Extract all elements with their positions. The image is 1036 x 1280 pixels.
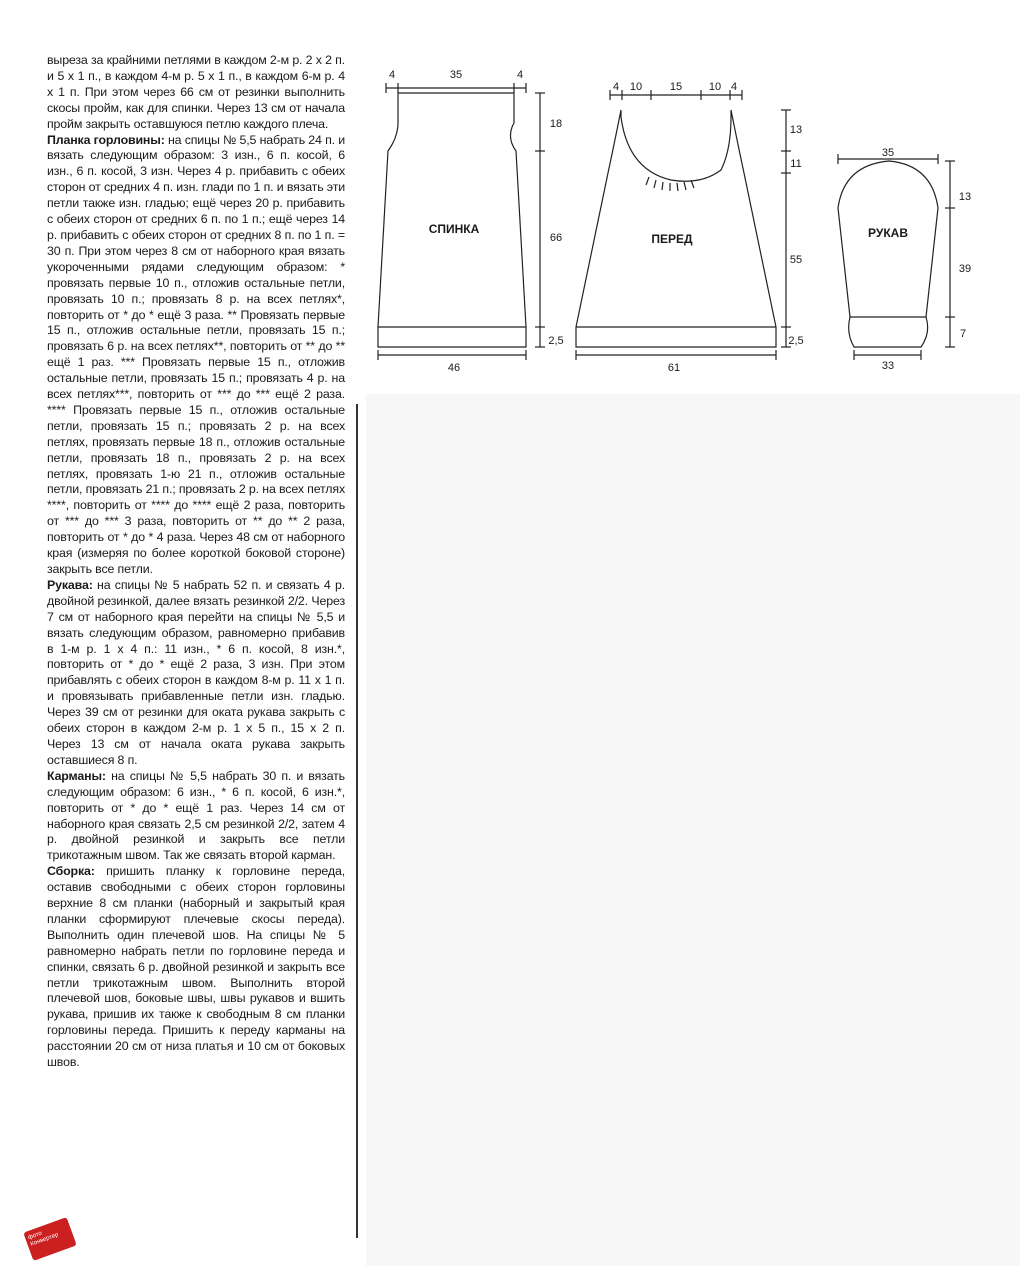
back-dim-neck: 35 [449, 69, 463, 81]
front-dim-5: 4 [730, 81, 738, 93]
neckband-section [47, 133, 345, 578]
sleeve-outline [838, 161, 938, 347]
assembly-text: пришить планку к горловине переда, оставив свободными с обеих сторон горловины верхние 8 см планки (наборный и закрытый края планки сформируют плечевые скосы переда). Выполнить один плечевой шов. На спицы № 5 равномерно набрать петли по горловине переда и спинки, связать 6 р. двойной резинкой и закрыть все петли трикотажным швом. Выполнить второй плечевой шов, боковые швы, швы рукавов и вшить рукава, пришив их также к свободным 8 см планки горловины переда. Пришить к переду карманы на расстоянии 20 см от низа платья и 10 см от боковых швов. [47, 864, 345, 1070]
neckband-title: Планка горловины: [47, 132, 165, 147]
assembly-title: Сборка: [47, 864, 95, 879]
front-dim-width: 61 [667, 362, 681, 374]
back-dim-rib: 2,5 [548, 335, 564, 347]
back-label: СПИНКА [428, 222, 480, 236]
instructions-paragraph: выреза за крайними петлями в каждом 2-м р. 2 х 2 п. и 5 х 1 п., в каждом 4-м р. 5 х 1 п., в каждом 6-м р. 4 х 1 п. При этом через 66 см от резинки выполнить скосы пройм, как для спинки. Через 13 см от начала пройм закрыть оставшуюся петлю каждого плеча. [47, 53, 345, 131]
front-neck-pleats [646, 177, 694, 191]
pattern-diagram [366, 55, 986, 375]
pockets-section [47, 769, 345, 864]
sleeves-title: Рукава: [47, 577, 93, 592]
front-dim-body: 55 [789, 254, 803, 266]
assembly-section [47, 864, 345, 1071]
front-label: ПЕРЕД [651, 232, 693, 246]
sleeves-text: на спицы № 5 набрать 52 п. и связать 4 р. двойной резинкой, далее вязать резинкой 2/2. Через 7 см от наборного края перейти на спицы № 5,5 и вязать следующим образом, равномерно прибавив в 1-м р. 1 х 4 п.: 11 изн., * 6 п. косой, 8 изн.*, повторить от * до * ещё 2 раза, 3 изн. При этом прибавлять с обеих сторон в каждом 8-м р. 11 х 1 п. и провязывать прибавленные петли изн. гладью. Через 39 см от резинки для оката рукава закрыть с обеих сторон в каждом 2-м р. 1 х 5 п., 15 х 2 п. Через 13 см от начала оката рукава закрыть оставшиеся 8 п. [47, 577, 345, 767]
back-dim-width: 46 [447, 362, 461, 374]
front-dim-rib: 2,5 [788, 335, 804, 347]
back-dim-shoulder-right: 4 [516, 69, 524, 81]
instructions-column [47, 53, 345, 1071]
sleeve-dim-cap: 13 [958, 191, 972, 203]
front-piece-outline [576, 110, 776, 347]
front-dim-strap: 13 [789, 124, 803, 136]
sleeve-dim-top: 35 [881, 147, 895, 159]
sleeve-dim-width: 33 [881, 360, 895, 372]
front-dim-1: 4 [612, 81, 620, 93]
pockets-text: на спицы № 5,5 набрать 30 п. и вязать следующим образом: 6 изн., * 6 п. косой, 6 изн.*, повторить от * до * ещё 1 раз. Через 14 см от наборного края связать 2,5 см резинкой 2/2, затем 4 р. двойной резинкой и закрыть все петли трикотажным швом. Так же связать второй карман. [47, 768, 345, 863]
sleeve-label: РУКАВ [868, 226, 908, 240]
front-dim-2: 10 [629, 81, 643, 93]
front-dim-4: 10 [708, 81, 722, 93]
column-divider [356, 404, 358, 1238]
sleeve-dim-length: 39 [958, 263, 972, 275]
back-piece-outline [378, 93, 526, 347]
logo-text: фото Конвертер [27, 1230, 60, 1248]
pockets-title: Карманы: [47, 768, 106, 783]
front-dim-3: 15 [669, 81, 683, 93]
back-dim-armhole: 18 [549, 118, 563, 130]
sleeve-dim-cuff: 7 [959, 328, 967, 340]
neckband-text: на спицы № 5,5 набрать 24 п. и вязать следующим образом: 3 изн., 6 п. косой, 6 изн., 6 п. косой, 3 изн. Через 4 р. прибавить с обеих сторон от средних 4 п. изн. глади по 1 п. и вязать эти петли также изн. гладью; ещё через 20 р. прибавить с обеих сторон от средних 6 п. по 1 п.; ещё через 14 р. прибавить с обеих сторон от средних 8 п. по 1 п. = 30 п. При этом через 8 см от наборного края вязать укороченными рядами следующим образом: * провязать первые 10 п., отложив остальные петли, провязать 10 п.; провязать 8 р. на всех петлях*, повторить от * до * ещё 3 раза. ** Провязать первые 15 п., отложив остальные петли, провязать 15 п.; провязать 6 р. на всех петлях**, повторить от ** до ** ещё 1 раз. *** Провязать первые 15 п., отложив остальные петли, провязать 15 п.; провязать 4 р. на всех петлях***, повторить от *** до *** ещё 2 раза. **** Провязать первые 15 п., отложив остальные петли, провязать 15 п.; провязать 2 р. на всех петлях, провязать первые 18 п., отложив остальные петли, провязать 18 п., провязать 2 р. на всех петлях, провязать 1-ю 21 п., отложив остальные петли, провязать 21 п.; провязать 2 р. на всех петлях ****, повторить от **** до **** ещё 2 раза, повторить от *** до *** 3 раза, повторить от ** до ** 2 раза, повторить от * до * 4 раза. Через 48 см от наборного края (измеряя по более короткой боковой стороне) закрыть все петли. [47, 132, 345, 576]
front-dim-neck: 11 [790, 158, 802, 170]
back-dim-shoulder-left: 4 [388, 69, 396, 81]
blank-area [366, 394, 1020, 1266]
sleeves-section [47, 578, 345, 769]
watermark-logo [23, 1217, 76, 1261]
back-dim-body: 66 [549, 232, 563, 244]
